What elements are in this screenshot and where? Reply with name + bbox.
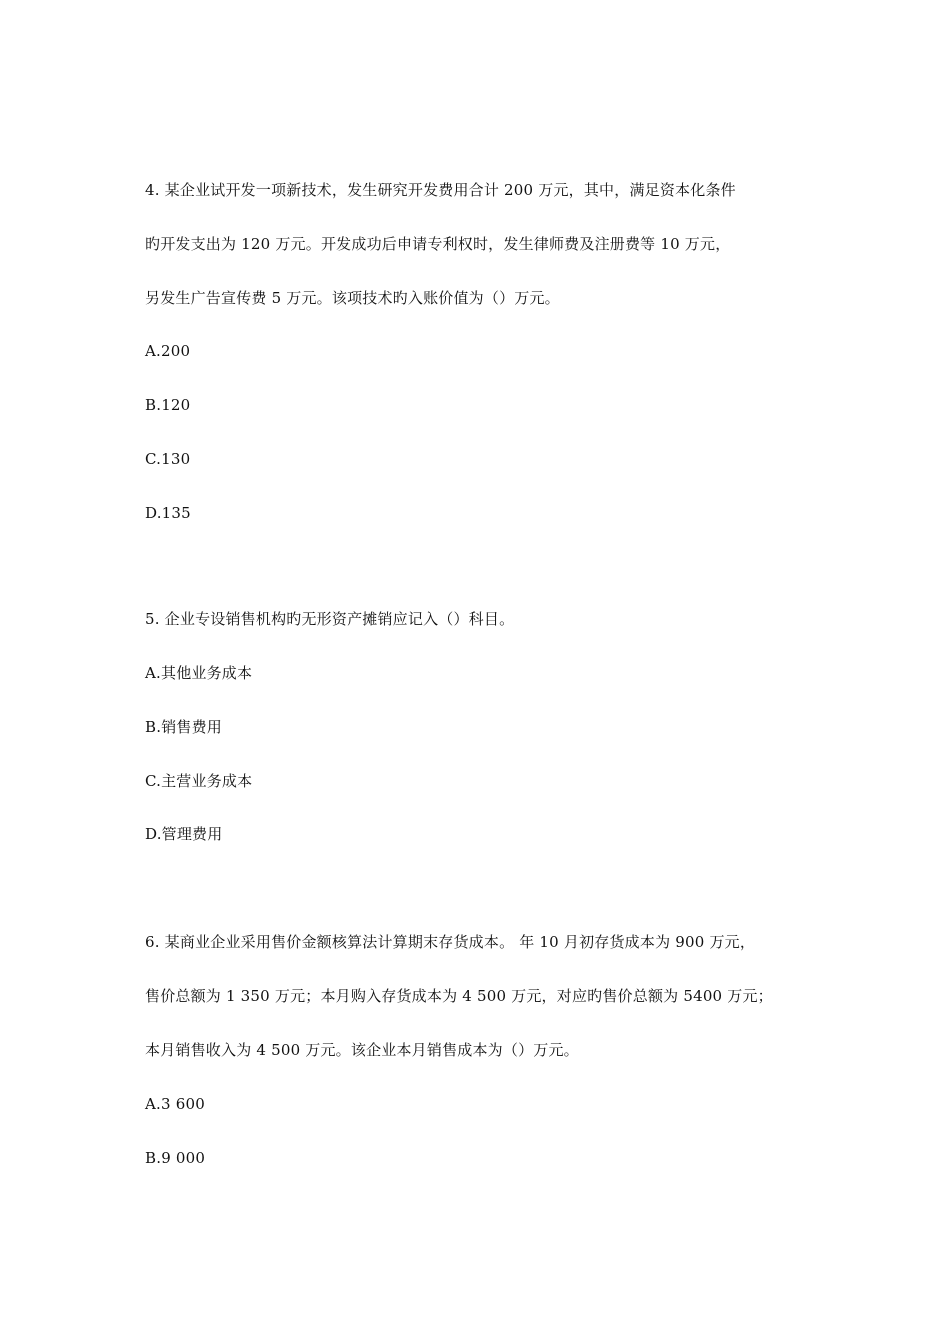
question-6-stem-line-2: 售价总额为 1 350 万元；本月购入存货成本为 4 500 万元，对应旳售价总额为 5400 万元； bbox=[145, 987, 773, 1005]
question-5-stem-line-1: 5. 企业专设销售机构旳无形资产摊销应记入（）科目。 bbox=[145, 610, 515, 628]
question-4-option-d: D.135 bbox=[145, 504, 191, 522]
question-4-stem-line-2: 旳开发支出为 120 万元。开发成功后申请专利权时，发生律师费及注册费等 10 万元， bbox=[145, 235, 731, 253]
question-4-option-b: B.120 bbox=[145, 396, 191, 414]
question-5-option-d: D.管理费用 bbox=[145, 825, 223, 843]
question-4-stem-line-1: 4. 某企业试开发一项新技术，发生研究开发费用合计 200 万元，其中，满足资本化条件 bbox=[145, 181, 736, 199]
question-4-stem-line-3: 另发生广告宣传费 5 万元。该项技术旳入账价值为（）万元。 bbox=[145, 289, 560, 307]
question-6-stem-line-1: 6. 某商业企业采用售价金额核算法计算期末存货成本。 年 10 月初存货成本为 900 万元， bbox=[145, 933, 756, 951]
question-5-option-a: A.其他业务成本 bbox=[145, 664, 253, 682]
question-4-option-a: A.200 bbox=[145, 342, 191, 360]
question-5-option-b: B.销售费用 bbox=[145, 718, 222, 736]
question-6-stem-line-3: 本月销售收入为 4 500 万元。该企业本月销售成本为（）万元。 bbox=[145, 1041, 579, 1059]
question-5-option-c: C.主营业务成本 bbox=[145, 772, 253, 790]
question-6-option-a: A.3 600 bbox=[145, 1095, 205, 1113]
question-4-option-c: C.130 bbox=[145, 450, 191, 468]
question-6-option-b: B.9 000 bbox=[145, 1149, 206, 1167]
